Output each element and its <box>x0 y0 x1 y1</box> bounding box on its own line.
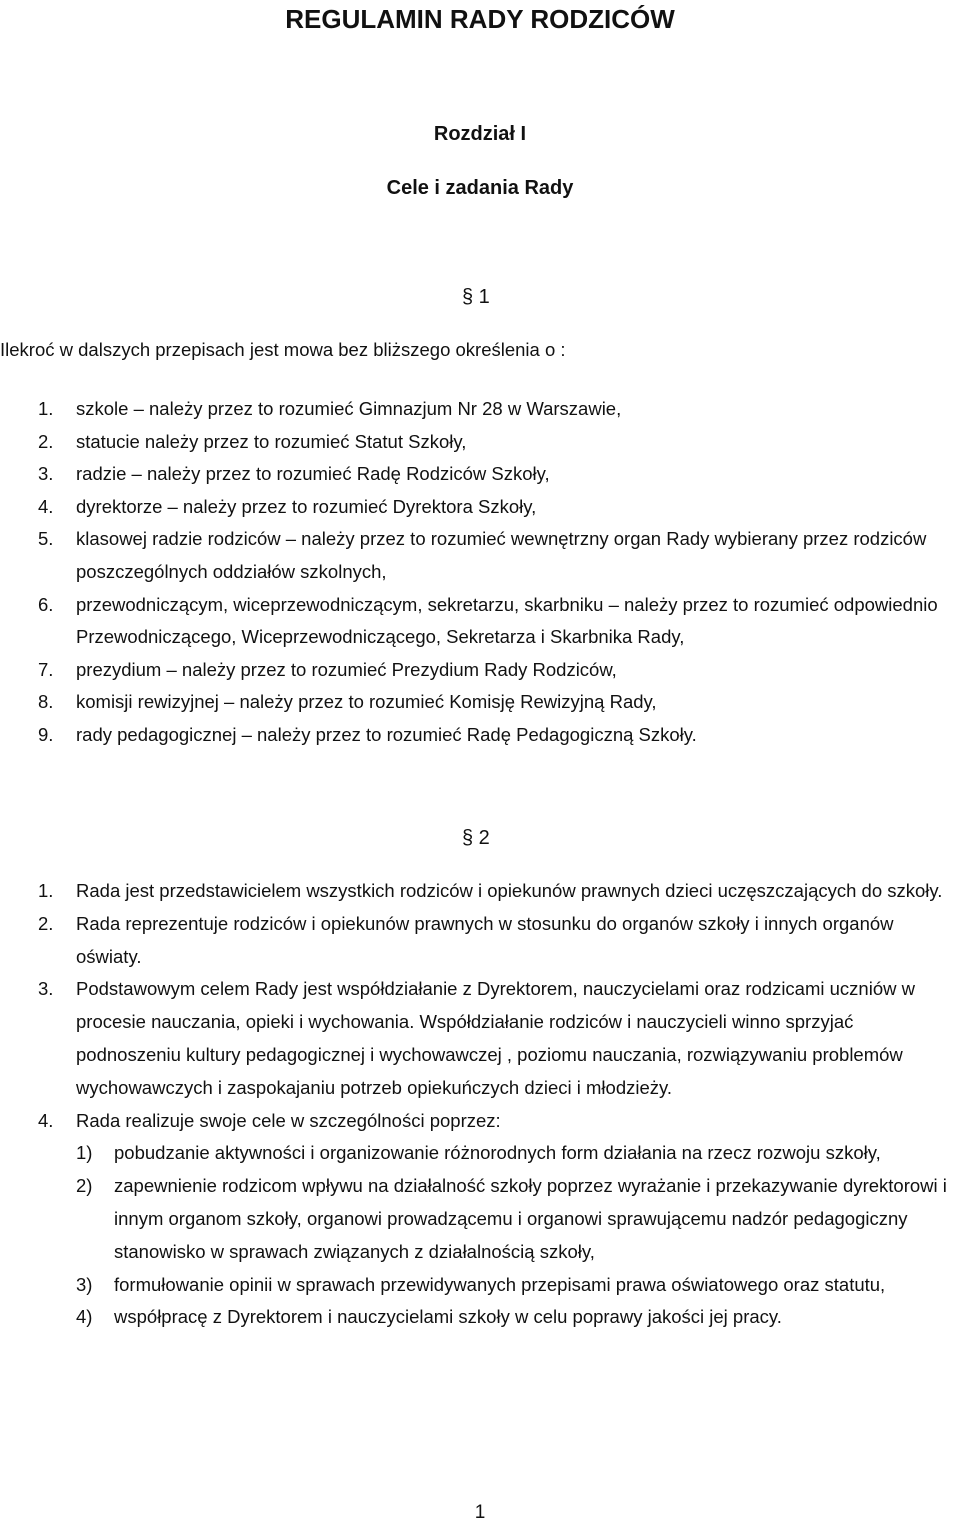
list-item-text: rady pedagogicznej – należy przez to rozumieć Radę Pedagogiczną Szkoły. <box>76 723 697 745</box>
sub-list-item-number: 1) <box>76 1142 93 1164</box>
list-item-number: 1. <box>38 398 54 419</box>
list-item-text: szkole – należy przez to rozumieć Gimnazjum Nr 28 w Warszawie, <box>76 398 622 419</box>
list-item <box>38 589 960 654</box>
section-1-mark: § 1 <box>462 286 490 308</box>
list-item <box>38 458 960 491</box>
sub-list-item <box>76 1137 960 1170</box>
sub-list-item-text: współpracę z Dyrektorem i nauczycielami szkoły w celu poprawy jakości jej pracy. <box>114 1306 782 1328</box>
sub-list-item <box>76 1269 960 1302</box>
chapter-label: Rozdział I <box>433 123 527 145</box>
list-item <box>38 426 960 459</box>
list-item-number: 1. <box>38 880 54 901</box>
list-item-number: 2. <box>38 430 54 452</box>
list-item-text: Podstawowym celem Rady jest współdziałanie z Dyrektorem, nauczycielami oraz rodzicami uczniów w procesie nauczania, opieki i wychowania. Współdziałanie rodziców i nauczycieli winno sprzyjać podnoszeniu kultury pedagogicznej i wychowawczej , poziomu nauczania, rozwiązywaniu problemów wychowawczych i zaspokajaniu potrzeb opiekuńczych dzieci i młodzieży. <box>76 978 915 1098</box>
list-item-number: 4. <box>38 1109 54 1131</box>
list-item-text: komisji rewizyjnej – należy przez to rozumieć Komisję Rewizyjną Rady, <box>76 691 657 713</box>
list-item-number: 4. <box>38 495 54 517</box>
list-item-text: prezydium – należy przez to rozumieć Prezydium Rady Rodziców, <box>76 658 617 680</box>
list-item <box>38 719 960 752</box>
chapter-title: Cele i zadania Rady <box>386 177 574 199</box>
list-item <box>38 875 960 908</box>
list-item-number: 3. <box>38 463 54 485</box>
list-item-text: dyrektorze – należy przez to rozumieć Dyrektora Szkoły, <box>76 495 537 517</box>
sub-list-item-number: 2) <box>76 1175 93 1197</box>
list-item <box>38 686 960 719</box>
list-item <box>38 973 960 1104</box>
section-2-mark: § 2 <box>462 827 490 849</box>
sub-list-item-text: pobudzanie aktywności i organizowanie różnorodnych form działania na rzecz rozwoju szkoły, <box>114 1142 881 1164</box>
list-item-number: 5. <box>38 528 54 550</box>
section-1-intro: Ilekroć w dalszych przepisach jest mowa bez bliższego określenia o : <box>0 339 566 360</box>
sub-list-item <box>76 1170 960 1268</box>
list-item <box>38 654 960 687</box>
list-item-text: statucie należy przez to rozumieć Statut Szkoły, <box>76 430 467 452</box>
list-item <box>38 491 960 524</box>
sub-list <box>76 1137 960 1334</box>
document-title: REGULAMIN RADY RODZICÓW <box>285 4 675 34</box>
list-item-text: Rada jest przedstawicielem wszystkich rodziców i opiekunów prawnych dzieci uczęszczających do szkoły. <box>76 880 943 901</box>
list-item-text: Rada reprezentuje rodziców i opiekunów prawnych w stosunku do organów szkoły i innych organów oświaty. <box>76 912 894 967</box>
list-item-text: klasowej radzie rodziców – należy przez to rozumieć wewnętrzny organ Rady wybierany przez rodziców poszczególnych oddziałów szkolnych, <box>76 528 927 582</box>
section-2-list <box>38 875 960 1334</box>
page-number: 1 <box>474 1502 486 1523</box>
list-item-number: 6. <box>38 593 54 615</box>
list-item-number: 8. <box>38 691 54 713</box>
sub-list-item-number: 4) <box>76 1306 93 1328</box>
sub-list-item-text: formułowanie opinii w sprawach przewidywanych przepisami prawa oświatowego oraz statutu, <box>114 1273 886 1295</box>
definitions-list <box>38 393 960 752</box>
list-item <box>38 393 960 426</box>
list-item-number: 3. <box>38 978 54 1000</box>
sub-list-item <box>76 1301 960 1334</box>
list-item-number: 2. <box>38 912 54 934</box>
list-item <box>38 908 960 974</box>
list-item-number: 9. <box>38 723 54 745</box>
list-item <box>38 1105 960 1335</box>
list-item-text: przewodniczącym, wiceprzewodniczącym, sekretarzu, skarbniku – należy przez to rozumieć odpowiednio Przewodniczącego, Wiceprzewodniczącego, Sekretarza i Skarbnika Rady, <box>76 593 938 648</box>
sub-list-item-number: 3) <box>76 1273 93 1295</box>
sub-list-item-text: zapewnienie rodzicom wpływu na działalność szkoły poprzez wyrażanie i przekazywanie dyrektorowi i innym organom szkoły, organowi prowadzącemu i organowi sprawującemu nadzór pedagogiczny stanowisko w sprawach związanych z działalnością szkoły, <box>114 1175 947 1262</box>
list-item-text: radzie – należy przez to rozumieć Radę Rodziców Szkoły, <box>76 463 550 485</box>
list-item-text: Rada realizuje swoje cele w szczególności poprzez: <box>76 1109 501 1131</box>
list-item <box>38 523 960 588</box>
list-item-number: 7. <box>38 658 54 680</box>
